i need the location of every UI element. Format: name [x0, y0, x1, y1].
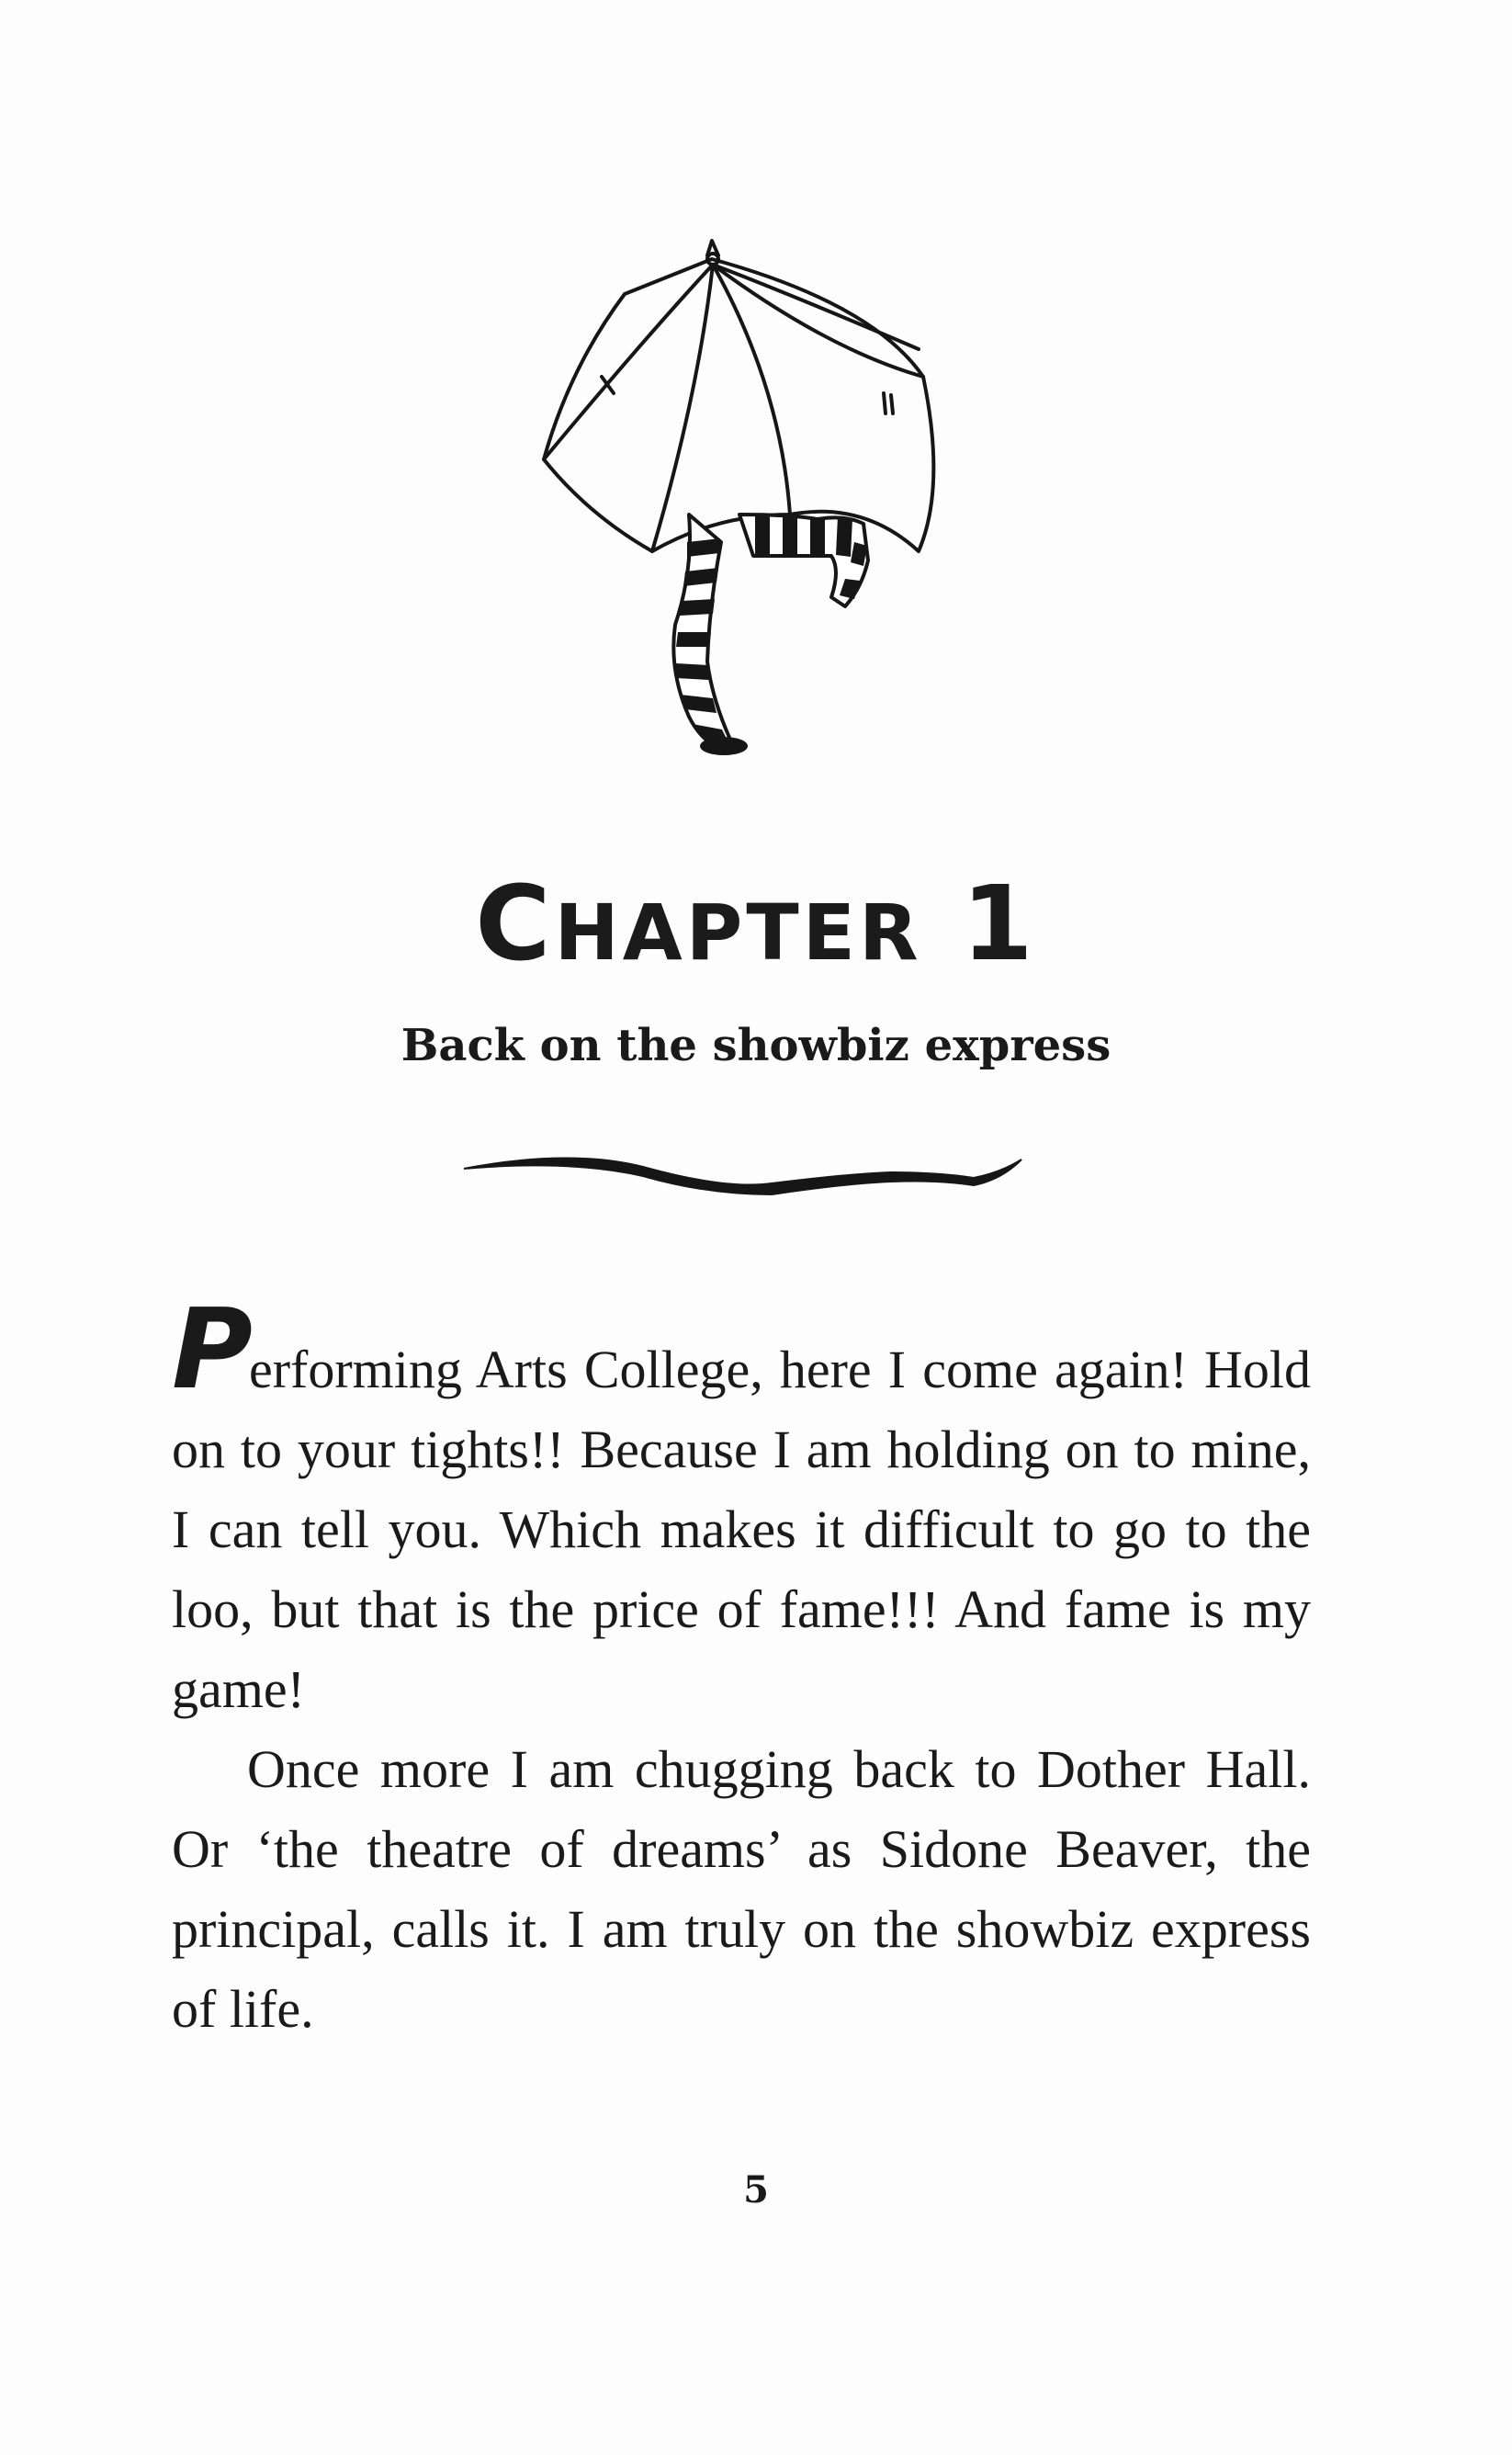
drop-cap: P	[172, 1286, 249, 1414]
umbrella-with-striped-legs-icon	[514, 239, 974, 809]
chapter-title-initial: C	[475, 865, 555, 984]
chapter-title-word: HAPTER	[554, 888, 922, 978]
chapter-title	[0, 865, 1512, 984]
paragraph-1-text: erforming Arts College, here I come again! Hold on to your tights!! Because I am holding on to mine, I can tell you. Which makes it difficult to go to the loo, but that is the price of fame!!! And fame is my game!	[172, 1340, 1311, 1719]
chapter-number: 1	[961, 865, 1037, 984]
page-number: 5	[743, 2168, 769, 2212]
chapter-subtitle: Back on the showbiz express	[401, 1020, 1111, 1071]
chapter-body	[172, 1286, 1311, 2049]
paragraph-2: Once more I am chugging back to Dother Hall. Or ‘the theatre of dreams’ as Sidone Beaver, the principal, calls it. I am truly on the showbiz express of life.	[172, 1739, 1311, 2039]
decorative-swash	[459, 1139, 1029, 1213]
paragraph-1	[172, 1286, 1311, 1729]
